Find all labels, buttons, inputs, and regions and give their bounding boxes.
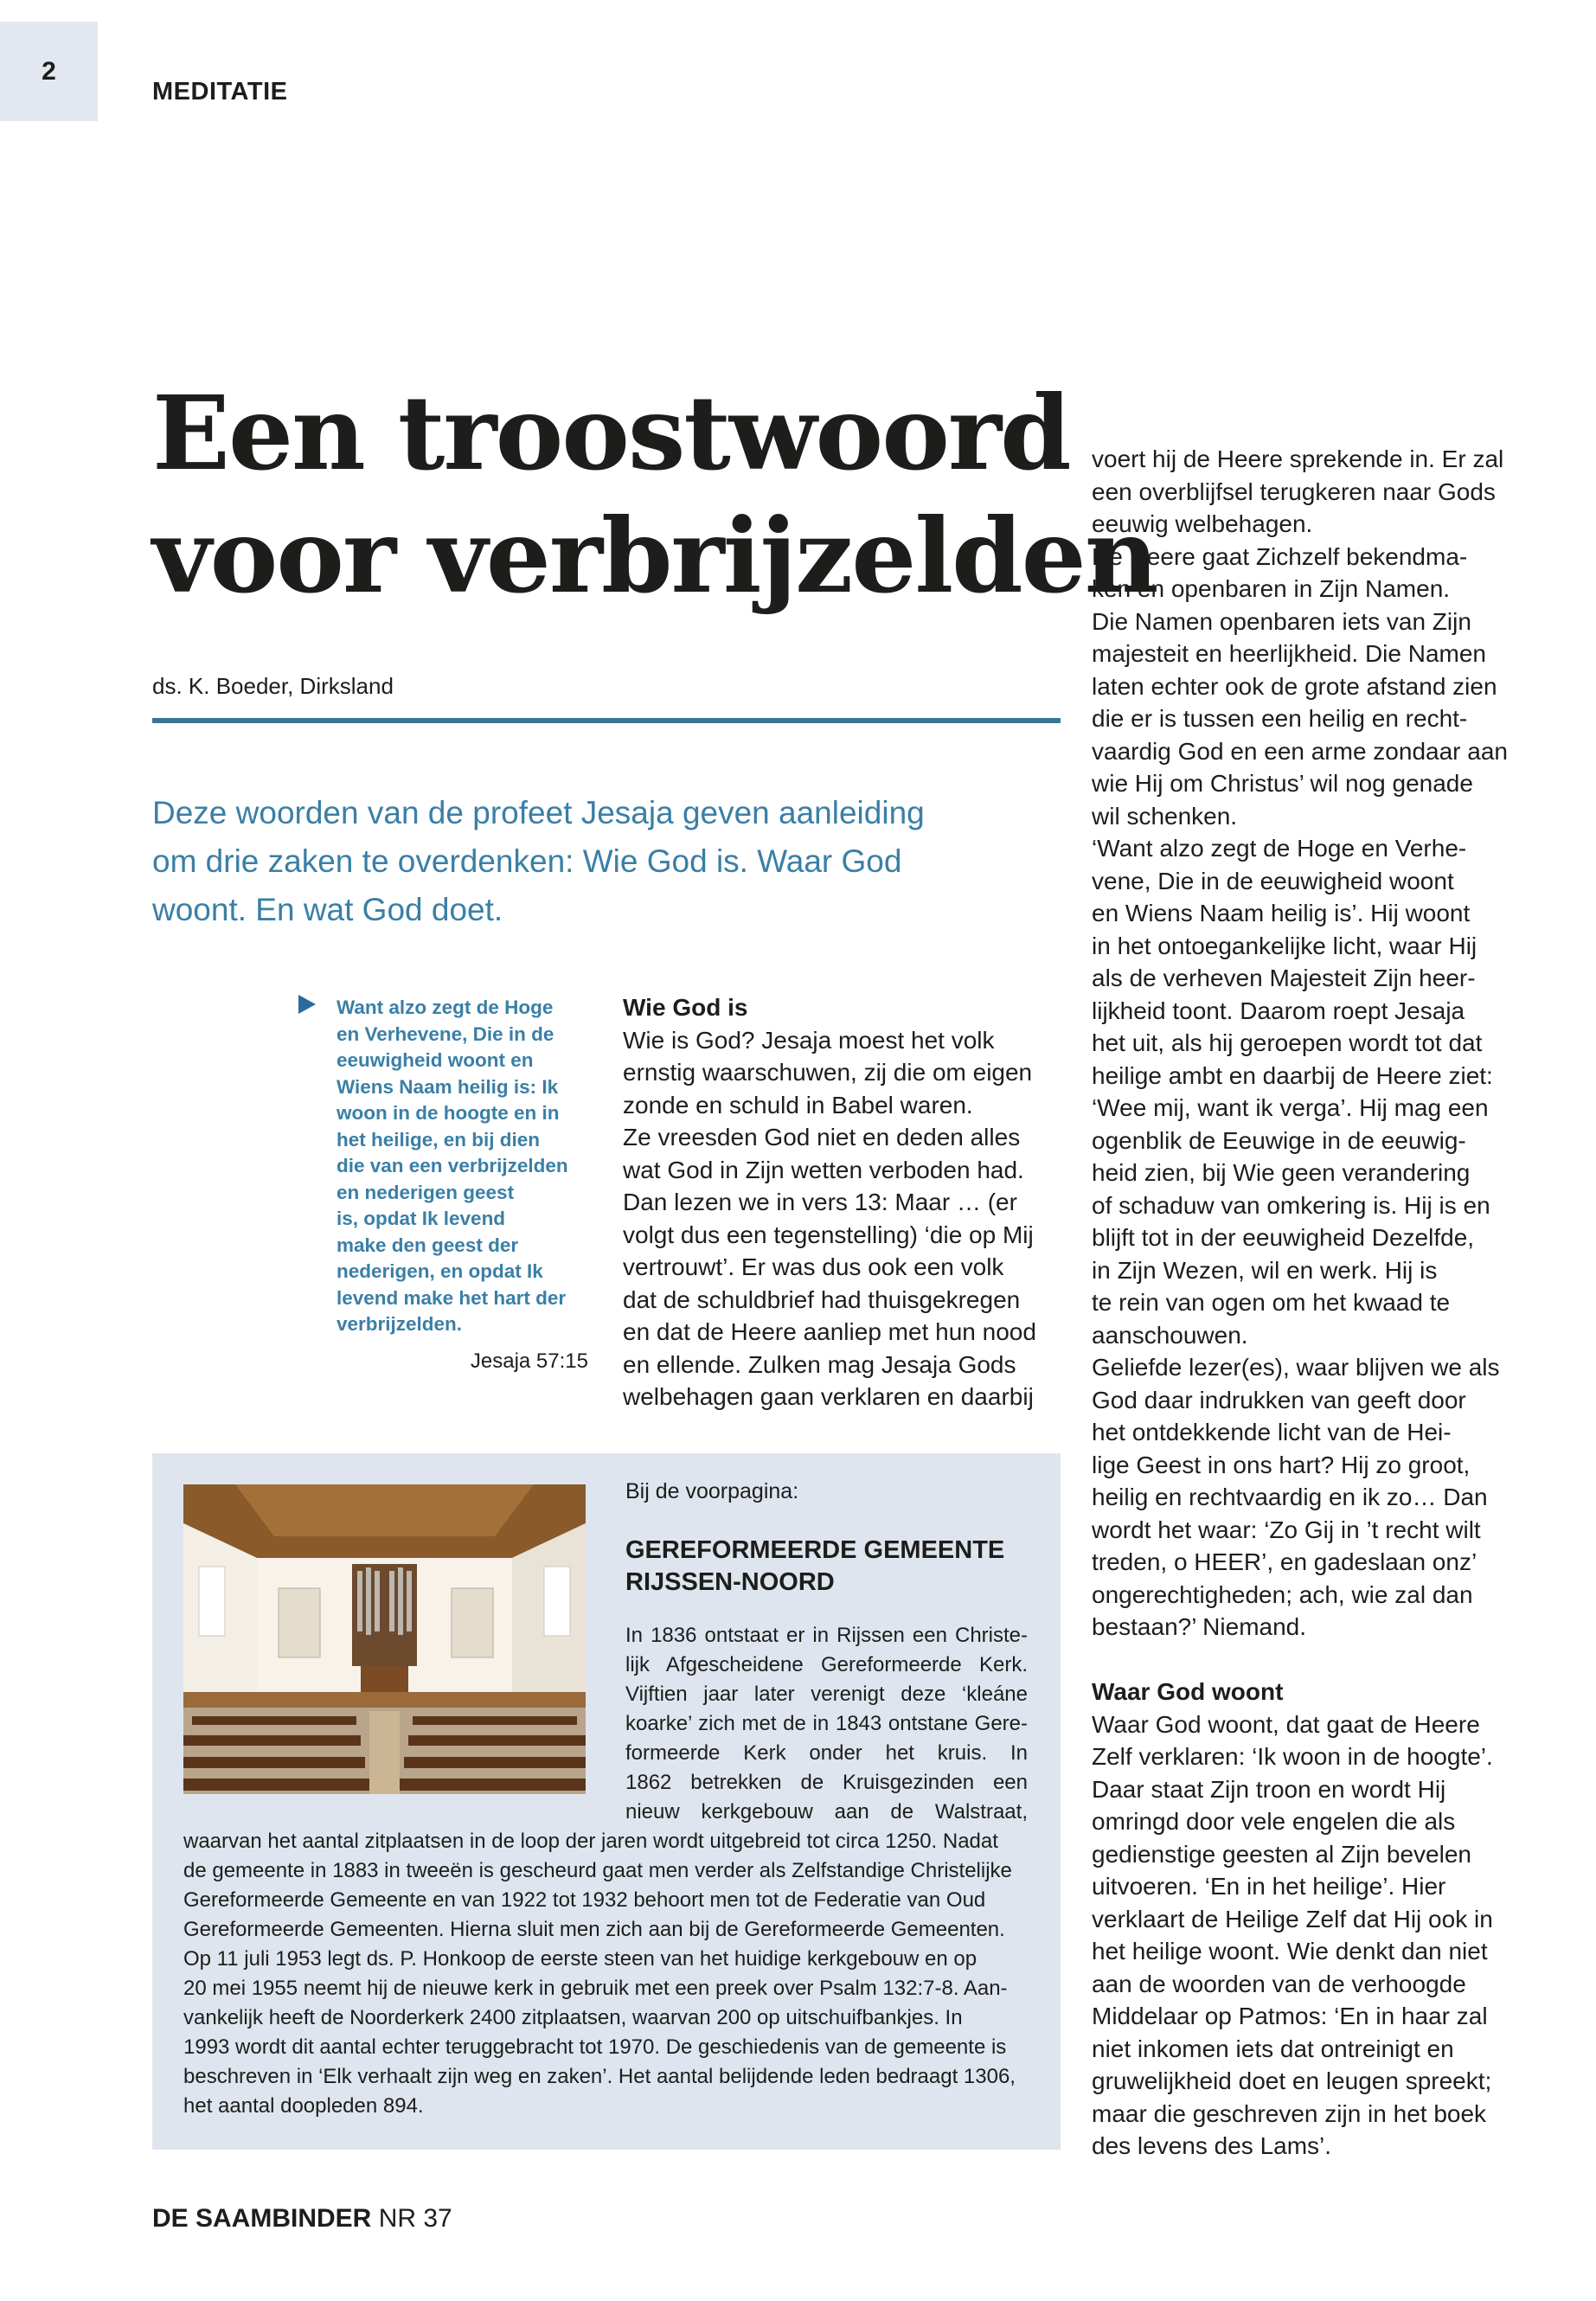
quote-line: levend make het hart der bbox=[337, 1286, 567, 1309]
body-line: wat God in Zijn wetten verboden had. bbox=[623, 1156, 1024, 1183]
column-3 bbox=[1092, 443, 1542, 2163]
subheading: Wie God is bbox=[623, 994, 748, 1021]
bible-quote bbox=[337, 995, 596, 1338]
body-line: vene, Die in de eeuwigheid woont bbox=[1092, 867, 1454, 894]
body-line: Zelf verklaren: ‘Ik woon in de hoogte’. bbox=[1092, 1743, 1493, 1770]
body-line: ‘Want alzo zegt de Hoge en Verhe- bbox=[1092, 835, 1467, 862]
sidebar-line: 1993 wordt dit aantal echter teruggebracht tot 1970. De geschiedenis van de gemeente is bbox=[183, 2035, 1007, 2059]
body-line: lige Geest in ons hart? Hij zo groot, bbox=[1092, 1451, 1471, 1478]
quote-line: en Verhevene, Die in de bbox=[337, 1022, 554, 1045]
body-line: des levens des Lams’. bbox=[1092, 2132, 1332, 2159]
body-line: in het ontoegankelijke licht, waar Hij bbox=[1092, 932, 1477, 959]
title-line: Een troostwoord bbox=[152, 373, 1070, 493]
sidebar-line: Gereformeerde Gemeenten. Hierna sluit men zich aan bij de Gereformeerde Gemeenten. bbox=[183, 1918, 1005, 1941]
body-line: ogenblik de Eeuwige in de eeuwig- bbox=[1092, 1126, 1466, 1154]
body-line: Die Namen openbaren iets van Zijn bbox=[1092, 607, 1471, 635]
title-line: voor verbrijzelden bbox=[152, 496, 1157, 616]
body-line: ernstig waarschuwen, zij die om eigen bbox=[623, 1059, 1033, 1086]
body-line: majesteit en heerlijkheid. Die Namen bbox=[1092, 640, 1486, 667]
quote-line: verbrijzelden. bbox=[337, 1313, 463, 1335]
body-line: omringd door vele engelen die als bbox=[1092, 1808, 1456, 1835]
body-line: Daar staat Zijn troon en wordt Hij bbox=[1092, 1775, 1446, 1803]
body-line: ken en openbaren in Zijn Namen. bbox=[1092, 575, 1451, 602]
quote-line: eeuwigheid woont en bbox=[337, 1049, 534, 1071]
sidebar-line: 20 mei 1955 neemt hij de nieuwe kerk in gebruik met een preek over Psalm 132:7-8. Aan- bbox=[183, 1977, 1008, 2000]
body-line: en ellende. Zulken mag Jesaja Gods bbox=[623, 1350, 1016, 1378]
body-line: De Heere gaat Zichzelf bekendma- bbox=[1092, 542, 1468, 570]
title-divider bbox=[152, 718, 1061, 723]
body-line: volgt dus een tegenstelling) ‘die op Mij bbox=[623, 1221, 1034, 1248]
magazine-name: DE SAAMBINDER bbox=[152, 2204, 372, 2233]
body-line: Dan lezen we in vers 13: Maar … (er bbox=[623, 1189, 1017, 1215]
body-line: gruwelijkheid doet en leugen spreekt; bbox=[1092, 2067, 1492, 2094]
sidebar-body bbox=[183, 1621, 1027, 2121]
body-line: uitvoeren. ‘En in het heilige’. Hier bbox=[1092, 1873, 1446, 1900]
quote-line: Wiens Naam heilig is: Ik bbox=[337, 1075, 559, 1098]
lead-line: Deze woorden van de profeet Jesaja geven aanleiding bbox=[152, 795, 925, 830]
sidebar-title-line: GEREFORMEERDE GEMEENTE bbox=[625, 1536, 1005, 1564]
sidebar-line: lijk Afgescheidene Gereformeerde Kerk. bbox=[625, 1653, 1028, 1676]
body-line: Geliefde lezer(es), waar blijven we als bbox=[1092, 1354, 1500, 1381]
sidebar-line: waarvan het aantal zitplaatsen in de loop der jaren wordt uitgebreid tot circa 1250. Nadat bbox=[183, 1830, 998, 1853]
body-line: zonde en schuld in Babel waren. bbox=[623, 1091, 973, 1118]
body-line: bestaan?’ Niemand. bbox=[1092, 1613, 1307, 1640]
body-line: dat de schuldbrief had thuisgekregen bbox=[623, 1285, 1021, 1313]
body-line: lijkheid toont. Daarom roept Jesaja bbox=[1092, 997, 1465, 1024]
paragraph-gap bbox=[1092, 1644, 1542, 1676]
author-byline: ds. K. Boeder, Dirksland bbox=[152, 673, 394, 699]
body-line: als de verheven Majesteit Zijn heer- bbox=[1092, 965, 1476, 991]
quote-reference: Jesaja 57:15 bbox=[470, 1349, 588, 1373]
quote-line: die van een verbrijzelden bbox=[337, 1155, 568, 1176]
sidebar-line: Op 11 juli 1953 legt ds. P. Honkoop de eerste steen van het huidige kerkgebouw en op bbox=[183, 1947, 977, 1971]
body-line: gedienstige geesten al Zijn bevelen bbox=[1092, 1840, 1471, 1868]
article-title bbox=[152, 372, 1157, 618]
quote-line: het heilige, en bij dien bbox=[337, 1128, 541, 1150]
body-line: verklaart de Heilige Zelf dat Hij ook in bbox=[1092, 1905, 1493, 1932]
body-line: aan de woorden van de verhoogde bbox=[1092, 1970, 1466, 1997]
body-line: een overblijfsel terugkeren naar Gods bbox=[1092, 478, 1496, 505]
body-line: heilige ambt en daarbij de Heere ziet: bbox=[1092, 1061, 1493, 1089]
sidebar-intro: Bij de voorpagina: bbox=[625, 1479, 799, 1503]
lead-paragraph bbox=[152, 789, 1061, 934]
body-line: voert hij de Heere sprekende in. Er zal bbox=[1092, 445, 1504, 472]
body-line: te rein van ogen om het kwaad te bbox=[1092, 1289, 1451, 1316]
page-number: 2 bbox=[0, 22, 98, 121]
body-line: of schaduw van omkering is. Hij is en bbox=[1092, 1191, 1490, 1219]
body-line: Ze vreesden God niet en deden alles bbox=[623, 1124, 1021, 1150]
body-line: die er is tussen een heilig en recht- bbox=[1092, 705, 1468, 732]
sidebar-line: het aantal doopleden 894. bbox=[183, 2094, 424, 2118]
issue-number: NR 37 bbox=[378, 2204, 452, 2233]
sidebar-line: Vijftien jaar later verenigt deze ‘kleáne bbox=[625, 1682, 1028, 1706]
body-line: maar die geschreven zijn in het boek bbox=[1092, 2099, 1487, 2127]
quote-line: woon in de hoogte en in bbox=[337, 1102, 560, 1124]
body-line: vaardig God en een arme zondaar aan bbox=[1092, 737, 1508, 765]
sidebar-line: 1862 betrekken de Kruisgezinden een bbox=[625, 1771, 1028, 1794]
body-line: Middelaar op Patmos: ‘En in haar zal bbox=[1092, 2003, 1488, 2029]
body-line: eeuwig welbehagen. bbox=[1092, 510, 1313, 537]
quote-line: is, opdat Ik levend bbox=[337, 1208, 506, 1229]
body-line: heid zien, bij Wie geen verandering bbox=[1092, 1159, 1471, 1186]
quote-line: Want alzo zegt de Hoge bbox=[337, 997, 554, 1018]
body-line: wil schenken. bbox=[1092, 802, 1238, 830]
body-line: God daar indrukken van geeft door bbox=[1092, 1386, 1466, 1413]
quote-line: en nederigen geest bbox=[337, 1181, 515, 1203]
body-line: treden, o HEER’, en gadeslaan onz’ bbox=[1092, 1548, 1477, 1575]
body-line: wordt het waar: ‘Zo Gij in ’t recht wilt bbox=[1092, 1516, 1481, 1543]
sidebar-line: koarke’ zich met de in 1843 ontstane Gere- bbox=[625, 1712, 1028, 1735]
body-line: het heilige woont. Wie denkt dan niet bbox=[1092, 1938, 1488, 1965]
body-line: heilig en rechtvaardig en ik zo… Dan bbox=[1092, 1484, 1488, 1510]
body-line: en dat de Heere aanliep met hun nood bbox=[623, 1318, 1036, 1345]
column-2 bbox=[623, 991, 1073, 1413]
sidebar-line: vankelijk heeft de Noorderkerk 2400 zitplaatsen, waarvan 200 op uitschuifbankjes. In bbox=[183, 2006, 963, 2029]
body-line: het uit, als hij geroepen wordt tot dat bbox=[1092, 1029, 1483, 1056]
body-line: aanschouwen. bbox=[1092, 1321, 1248, 1349]
footer bbox=[152, 2204, 452, 2234]
sidebar-line: In 1836 ontstaat er in Rijssen een Christe- bbox=[625, 1624, 1028, 1647]
body-line: Waar God woont, dat gaat de Heere bbox=[1092, 1710, 1480, 1738]
sidebar-line: formeerde Kerk onder het kruis. In bbox=[625, 1741, 1028, 1765]
body-line: het ontdekkende licht van de Hei- bbox=[1092, 1419, 1452, 1445]
body-line: en Wiens Naam heilig is’. Hij woont bbox=[1092, 900, 1471, 926]
body-line: blijft tot in der eeuwigheid Dezelfde, bbox=[1092, 1224, 1475, 1251]
body-line: ‘Wee mij, want ik verga’. Hij mag een bbox=[1092, 1094, 1489, 1121]
section-label: MEDITATIE bbox=[152, 78, 288, 106]
quote-line: make den geest der bbox=[337, 1234, 519, 1256]
lead-line: woont. En wat God doet. bbox=[152, 892, 503, 927]
body-line: vertrouwt’. Er was dus ook een volk bbox=[623, 1253, 1004, 1280]
body-line: laten echter ook de grote afstand zien bbox=[1092, 672, 1497, 700]
sidebar-title-line: RIJSSEN-NOORD bbox=[625, 1568, 835, 1596]
sidebar-line: Gereformeerde Gemeente en van 1922 tot 1932 behoort men tot de Federatie van Oud bbox=[183, 1888, 986, 1912]
body-line: niet inkomen iets dat ontreinigt en bbox=[1092, 2035, 1454, 2062]
sidebar-line: nieuw kerkgebouw aan de Walstraat, bbox=[625, 1800, 1028, 1823]
lead-line: om drie zaken te overdenken: Wie God is. Waar God bbox=[152, 843, 902, 879]
body-line: welbehagen gaan verklaren en daarbij bbox=[623, 1383, 1034, 1410]
body-line: ongerechtigheden; ach, wie zal dan bbox=[1092, 1580, 1473, 1608]
sidebar-title bbox=[625, 1535, 1004, 1599]
triangle-bullet-icon bbox=[298, 995, 316, 1014]
subheading: Waar God woont bbox=[1092, 1678, 1284, 1705]
body-line: wie Hij om Christus’ wil nog genade bbox=[1092, 770, 1473, 797]
body-line: Wie is God? Jesaja moest het volk bbox=[623, 1026, 995, 1054]
sidebar-line: beschreven in ‘Elk verhaalt zijn weg en zaken’. Het aantal belijdende leden bedraagt 1306, bbox=[183, 2065, 1016, 2088]
quote-line: nederigen, en opdat Ik bbox=[337, 1260, 543, 1282]
sidebar-line: de gemeente in 1883 in tweeën is gescheurd gaat men verder als Zelfstandige Christelijke bbox=[183, 1859, 1012, 1882]
body-line: in Zijn Wezen, wil en werk. Hij is bbox=[1092, 1256, 1438, 1284]
